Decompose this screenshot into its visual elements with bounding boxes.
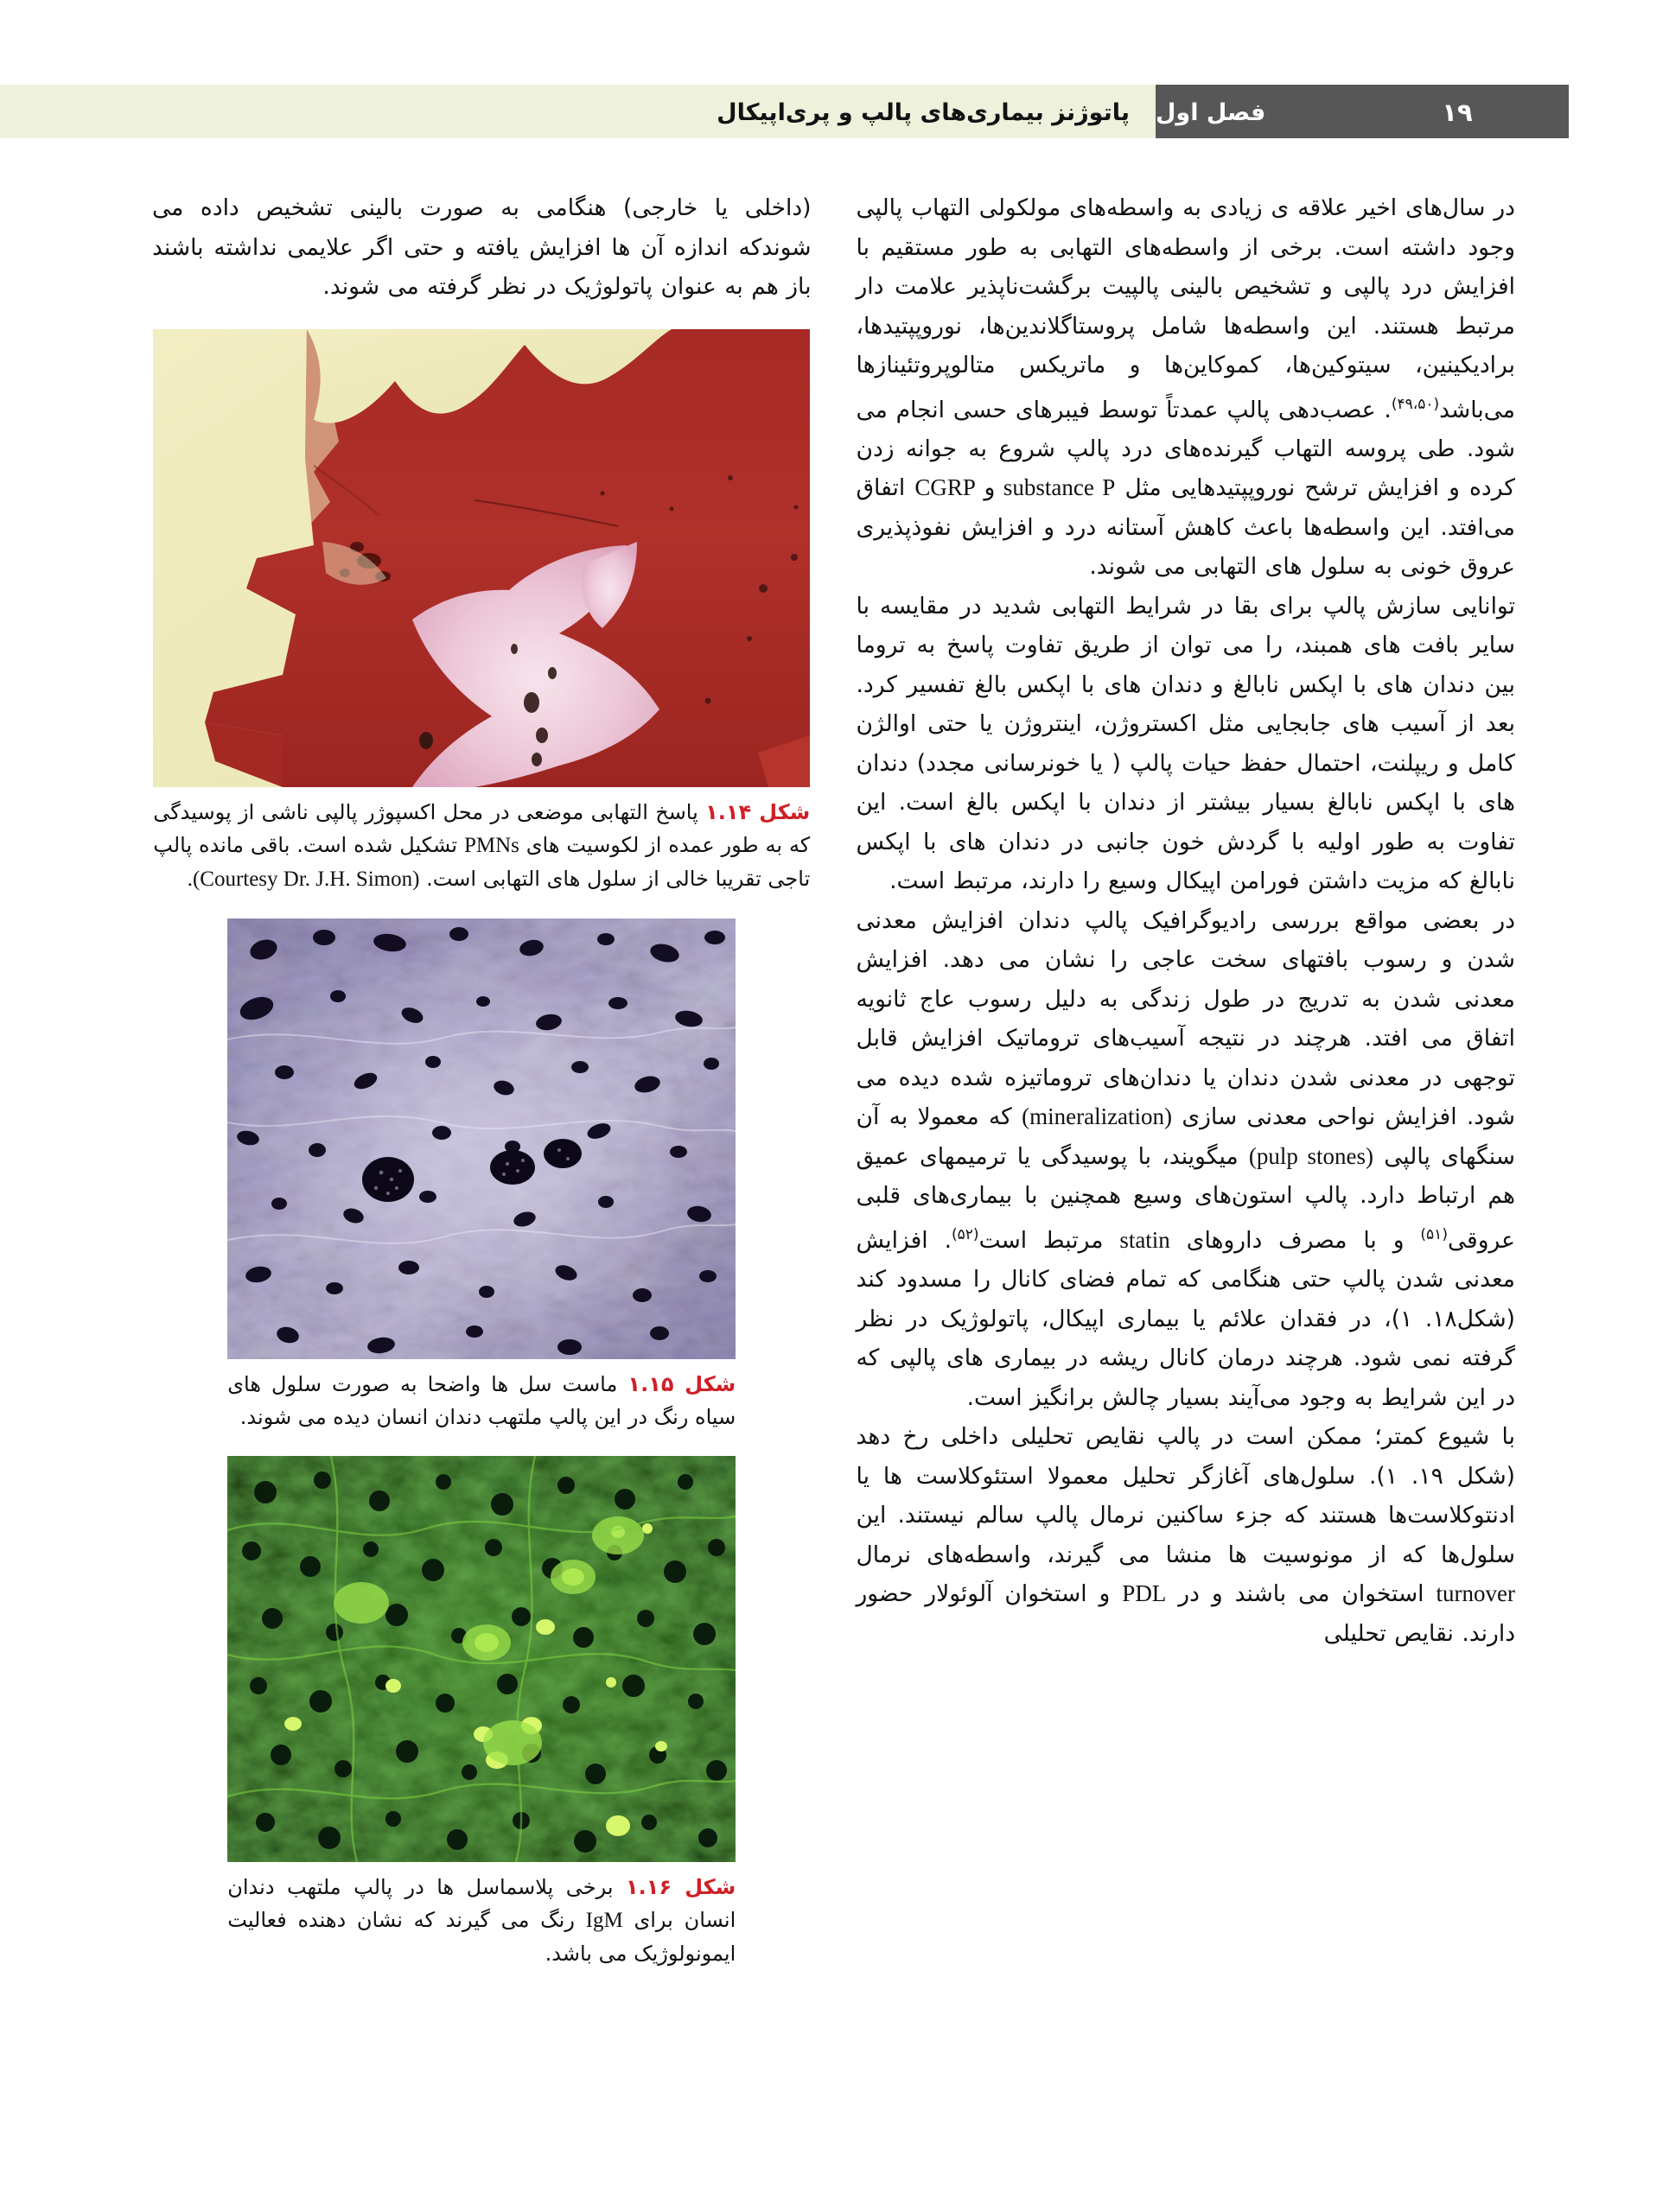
term-pulp-stones: (pulp stones) — [1248, 1142, 1373, 1169]
chapter-label: فصل اول — [1156, 99, 1266, 126]
figure-1-14-image — [153, 329, 810, 787]
figure-1-16-image — [227, 1456, 736, 1862]
right-text-column — [857, 188, 1516, 1970]
reference-52: (۵۲) — [952, 1225, 979, 1243]
header-chapter-block — [1156, 85, 1569, 138]
figure-1-16-caption: شکل ۱.۱۶ برخی پلاسماسل ها در پالپ ملتهب دندان انسان برای IgM رنگ می گیرند که نشان دهنده فعالیت ایمونولوژیک می باشد. — [227, 1874, 736, 1966]
page-body — [152, 188, 1515, 1970]
paragraph-pulp-adaptation: توانایی سازش پالپ برای بقا در شرایط التهابی شدید در مقایسه با سایر بافت های همبند، را می توان از طریق تفاوت پاسخ به تروما بین دندان های با اپکس نابالغ و دندان های با اپکس بالغ تفسیر کرد. بعد از آسیب های جابجایی مثل اکستروژن، اینتروژن یا حتی اوالژن کامل و ریپلنت، احتمال حفظ حیات پالپ ( یا خونرسانی مجدد) دندان های با اپکس نابالغ بسیار بیشتر از دندان با اپکس بالغ است. این تفاوت به طور اولیه با گردش خون جانبی در دندان های با اپکس نابالغ که مزیت داشتن فورامن اپیکال وسیع را دارند، مرتبط است. — [856, 592, 1515, 895]
figure-1-15-image — [227, 918, 736, 1359]
paragraph-resorption-continued: (داخلی یا خارجی) هنگامی به صورت بالینی تشخیص داده می شوندکه اندازه آن ها افزایش یافته و حتی اگر علایمی نداشته باشند باز هم به عنوان پاتولوژیک در نظر گرفته می شوند. — [152, 194, 812, 300]
page-title: پاتوژنز بیماری‌های پالپ و پری‌اپیکال — [717, 99, 1130, 126]
figure-1-14-credit: (Courtesy Dr. J.H. Simon). — [187, 867, 420, 891]
figure-1-16-label: شکل ۱.۱۶ — [625, 1874, 736, 1899]
figure-1-16-term-igm: IgM — [585, 1908, 623, 1932]
term-turnover: turnover — [1436, 1580, 1515, 1607]
paragraph-internal-resorption: با شیوع کمتر؛ ممکن است در پالپ نقایص تحلیلی داخلی رخ دهد (شکل ۱۹. ۱). سلول‌های آغازگر تحلیل معمولا استئوکلاست ها یا ادنتوکلاست‌ها هستند که جزء ساکنین نرمال پالپ سالم نیستند. این سلول‌ها که از مونوسیت ها منشا می گیرند، واسطه‌های نرمال turnover استخوان می باشند و در PDL و استخوان آلوئولار حضور دارند. نقایص تحلیلی — [856, 1423, 1516, 1647]
term-mineralization: (mineralization) — [1022, 1103, 1173, 1130]
left-text-column — [152, 188, 812, 1970]
figure-1-16 — [227, 1456, 736, 1970]
paragraph-mineralization: در بعضی مواقع بررسی رادیوگرافیک پالپ دندان افزایش معدنی شدن و رسوب بافتهای سخت عاجی را نشان می دهد. افزایش معدنی شدن به تدریج در طول زندگی به دلیل رسوب عاج ثانویه اتفاق می افتد. هرچند در نتیجه آسیب‌های تروماتیک افزایش قابل توجهی در معدنی شدن دندان یا دندان‌های تروماتیزه شده دیده می شود. افزایش نواحی معدنی سازی (mineralization) که معمولا به آن سنگهای پالپی (pulp stones) میگویند، با پوسیدگی یا ترمیمهای عمیق هم ارتباط دارد. پالپ استون‌های وسیع همچنین با بیماری‌های قلبی عروقی$^{(۵۱)}$ و با مصرف داروهای statin مرتبط است$^{(۵۲)}$. افزایش معدنی شدن پالپ حتی هنگامی که تمام فضای کانال را مسدود کند (شکل۱۸. ۱)، در فقدان علائم یا بیماری اپیکال، پاتولوژیک در نظر گرفته نمی شود. هرچند درمان کانال ریشه در بیماری های پالپی که در این شرایط به وجود می‌آیند بسیار چالش برانگیز است. — [856, 906, 1515, 1411]
figure-1-15 — [227, 918, 736, 1433]
running-header — [0, 85, 1569, 138]
term-substance-p-cgrp: substance P و CGRP — [914, 474, 1116, 501]
header-title-block — [0, 85, 1156, 138]
term-statin: statin — [1119, 1226, 1170, 1253]
reference-51: (۵۱) — [1420, 1225, 1448, 1243]
figure-1-14-term-pmns: PMNs — [463, 833, 519, 857]
paragraph-molecular-mediators: در سال‌های اخیر علاقه ی زیادی به واسطه‌های مولکولی التهاب پالپی وجود داشته است. برخی از واسطه‌های التهابی به طور مستقیم با افزایش درد پالپی و تشخیص بالینی پالپیت برگشت‌ناپذیر علامت دار مرتبط هستند. این واسطه‌ها شامل پروستاگلاندین‌ها، نوروپپتیدها، برادیکینین، سیتوکین‌ها، کموکاین‌ها و ماتریکس متالوپروتئینازها می‌باشد$^{(۴۹،۵۰)}$. عصب‌دهی پالپ عمدتاً توسط فیبرهای حسی انجام می شود. طی پروسه التهاب گیرنده‌های درد پالپ شروع به جوانه زدن کرده و افزایش ترشح نوروپپتیدهایی مثل substance P و CGRP اتفاق می‌افتد. این واسطه‌ها باعث کاهش آستانه درد و افزایش نفوذپذیری عروق خونی به سلول های التهابی می شوند. — [856, 194, 1515, 581]
figure-1-14-label: شکل ۱.۱۴ — [705, 799, 811, 824]
term-pdl: PDL — [1122, 1580, 1167, 1607]
page-number: ۱۹ — [1442, 97, 1473, 127]
figure-1-15-label: شکل ۱.۱۵ — [627, 1371, 736, 1396]
figure-1-14 — [153, 329, 810, 896]
reference-49-50: (۴۹،۵۰) — [1391, 395, 1440, 413]
figure-1-15-caption: شکل ۱.۱۵ ماست سل ها واضحا به صورت سلول های سیاه رنگ در این پالپ ملتهب دندان انسان دیده می شوند. — [227, 1371, 736, 1429]
figure-1-14-caption: شکل ۱.۱۴ پاسخ التهابی موضعی در محل اکسپوژر پالپی ناشی از پوسیدگی که به طور عمده از لکوسیت های PMNs تشکیل شده است. باقی مانده پالپ تاجی تقریبا خالی از سلول های التهابی است. (Courtesy Dr. J.H. Simon). — [153, 799, 811, 891]
